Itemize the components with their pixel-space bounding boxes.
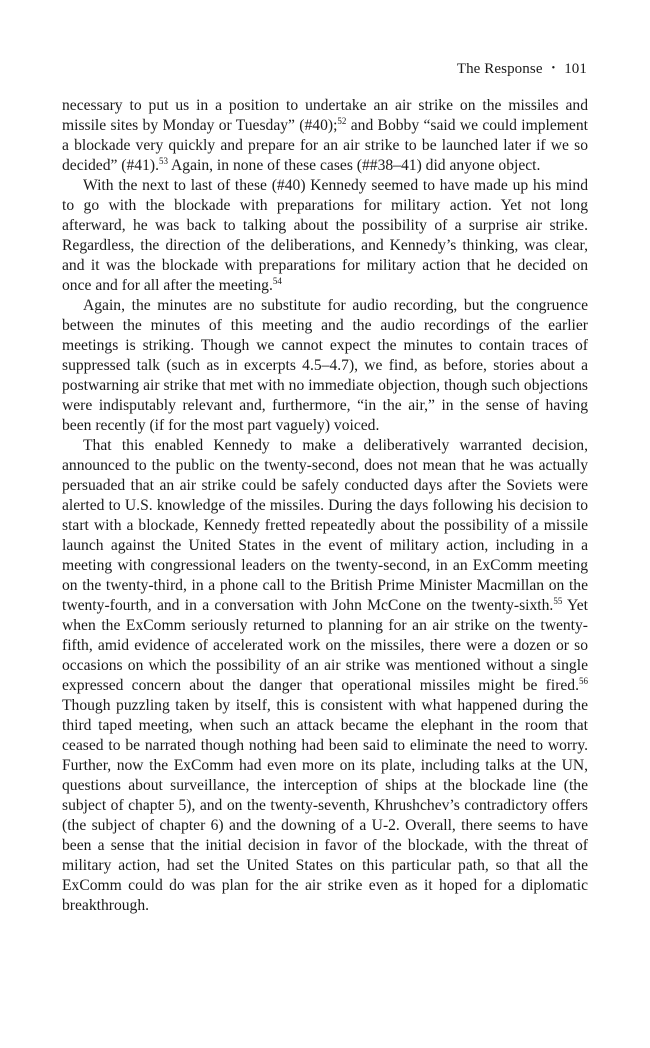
paragraph-4 <box>62 436 588 916</box>
text-segment: Again, in none of these cases (##38–41) did anyone object. <box>167 157 541 174</box>
text-segment: Again, the minutes are no substitute for audio recording, but the congruence between the minutes of this meeting and the audio recordings of the earlier meetings is striking. Though we cannot expect the minutes to contain traces of suppressed talk (such as in excerpts 4.5–4.7), we find, as before, stories about a postwarning air strike that met with no immediate objection, though such objections were indisputably relevant and, furthermore, “in the air,” in the sense of having been recently (if for the most part vaguely) voiced. <box>62 297 588 434</box>
text-segment: Yet when the ExComm seriously returned to planning for an air strike on the twenty-fifth, amid evidence of accelerated work on the missiles, there were a dozen or so occasions on which the possibility of an air strike was mentioned without a single expressed concern about the danger that operational missiles might be fired. <box>62 597 588 694</box>
footnote-ref[interactable]: 54 <box>272 276 282 286</box>
running-head <box>457 61 587 78</box>
text-segment: Though puzzling taken by itself, this is consistent with what happened during the third taped meeting, when such an attack became the elephant in the room that ceased to be narrated though nothing had been said to eliminate the need to worry. Further, now the ExComm had even more on its plate, including talks at the UN, questions about surveillance, the interception of ships at the blockade line (the subject of chapter 5), and on the twenty-seventh, Khrushchev’s contradictory offers (the subject of chapter 6) and the downing of a U-2. Overall, there seems to have been a sense that the initial decision in favor of the blockade, with the threat of military action, had set the United States on this particular path, so that all the ExComm could do was plan for the air strike even as it hoped for a diplomatic breakthrough. <box>62 697 588 914</box>
paragraph-2 <box>62 176 588 296</box>
paragraph-3 <box>62 296 588 436</box>
footnote-ref[interactable]: 55 <box>553 596 563 606</box>
footnote-ref[interactable]: 53 <box>158 156 168 166</box>
text-segment: With the next to last of these (#40) Kennedy seemed to have made up his mind to go with the blockade with preparations for military action. Yet not long afterward, he was back to talking about the possibility of a surprise air strike. Regardless, the direction of the deliberations, and Kennedy’s thinking, was clear, and it was the blockade with preparations for military action that he decided on once and for all after the meeting. <box>62 177 588 294</box>
text-segment: and Bobby “said we could implement a blockade very quickly and prepare for an air strike to be launched later if we so decided” (#41). <box>62 117 588 174</box>
page-number: 101 <box>564 61 587 77</box>
text-segment: necessary to put us in a position to undertake an air strike on the missiles and missile sites by Monday or Tuesday” (#40); <box>62 97 588 134</box>
footnote-ref[interactable]: 52 <box>337 116 347 126</box>
header-separator: • <box>551 63 556 74</box>
text-segment: That this enabled Kennedy to make a deliberatively warranted decision, announced to the public on the twenty-second, does not mean that he was actually persuaded that an air strike could be safely conducted days after the Soviets were alerted to U.S. knowledge of the missiles. During the days following his decision to start with a blockade, Kennedy fretted repeatedly about the possibility of a missile launch against the United States in the event of military action, including in a meeting with congressional leaders on the twenty-second, in an ExComm meeting on the twenty-third, in a phone call to the British Prime Minister Macmillan on the twenty-fourth, and in a conversation with John McCone on the twenty-sixth. <box>62 437 588 614</box>
footnote-ref[interactable]: 56 <box>579 676 588 686</box>
chapter-title: The Response <box>456 61 543 77</box>
body-text <box>62 96 588 916</box>
paragraph-1 <box>62 96 588 176</box>
